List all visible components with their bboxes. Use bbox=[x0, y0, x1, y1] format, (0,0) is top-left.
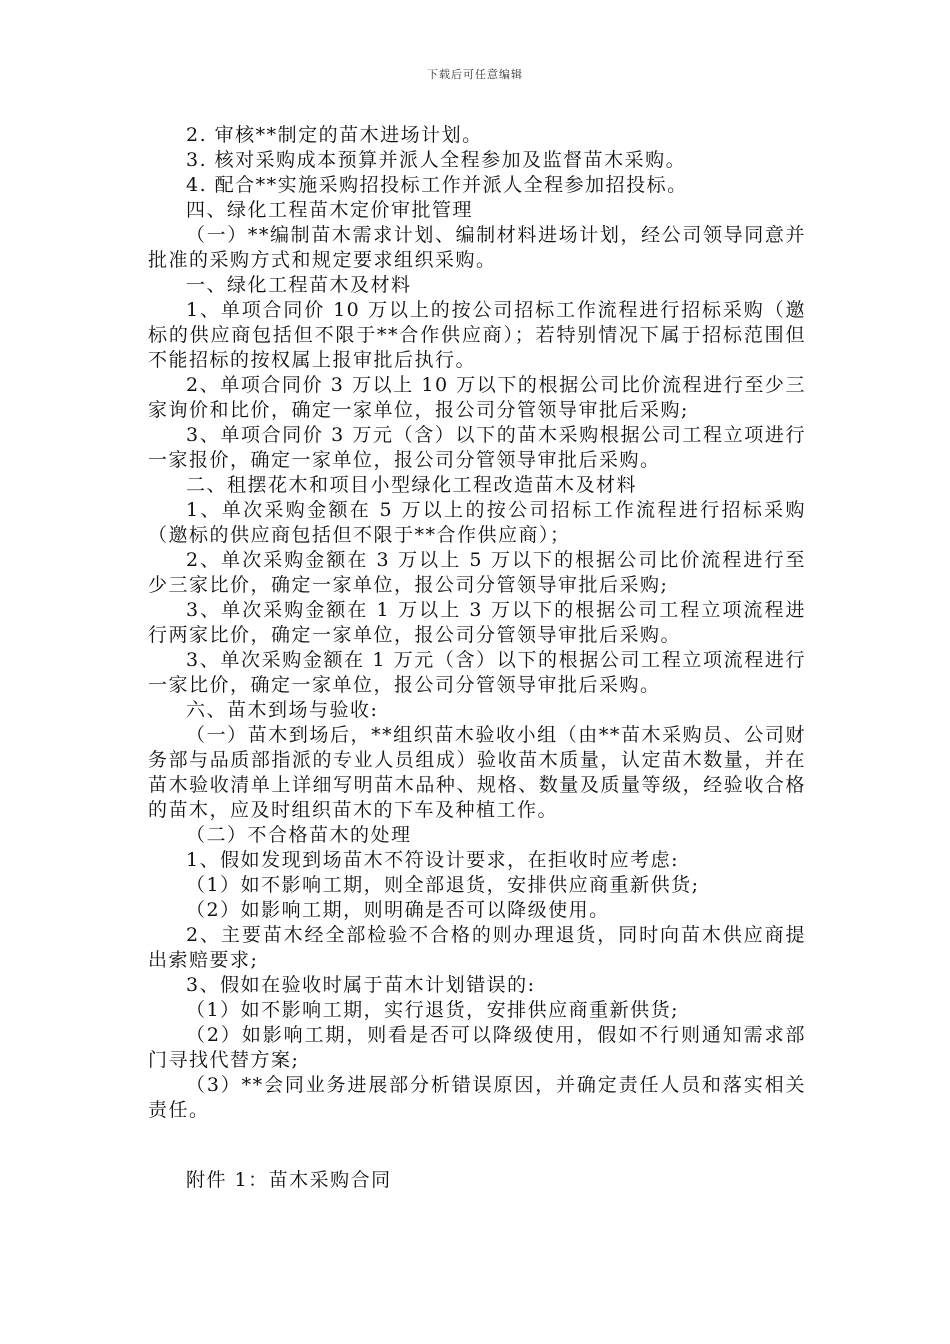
page-header: 下载后可任意编辑 bbox=[427, 68, 523, 81]
paragraph: 3、假如在验收时属于苗木计划错误的: bbox=[186, 974, 536, 996]
paragraph: 1、单次采购金额在 5 万以上的按公司招标工作流程进行招标采购（邀标的供应商包括但不限于**合作供应商）； bbox=[148, 499, 806, 546]
section-heading: 四、绿化工程苗木定价审批管理 bbox=[186, 199, 474, 221]
paragraph: （1）如不影响工期，实行退货，安排供应商重新供货; bbox=[186, 999, 679, 1021]
section-heading: 一、绿化工程苗木及材料 bbox=[186, 274, 412, 296]
paragraph: 1、假如发现到场苗木不符设计要求，在拒收时应考虑: bbox=[186, 849, 679, 871]
document-body bbox=[148, 123, 806, 1123]
section-heading: 六、苗木到场与验收: bbox=[186, 699, 379, 721]
section-heading: （二）不合格苗木的处理 bbox=[186, 824, 412, 846]
section-heading: 二、租摆花木和项目小型绿化工程改造苗木及材料 bbox=[186, 474, 638, 496]
paragraph: 3. 核对采购成本预算并派人全程参加及监督苗木采购。 bbox=[186, 149, 687, 171]
paragraph: （一）**编制苗木需求计划、编制材料进场计划，经公司领导同意并批准的采购方式和规定要求组织采购。 bbox=[148, 224, 806, 271]
paragraph: （一）苗木到场后，**组织苗木验收小组（由**苗木采购员、公司财务部与品质部指派的专业人员组成）验收苗木质量，认定苗木数量，并在苗木验收清单上详细写明苗木品种、规格、数量及质量等级，经验收合格的苗木，应及时组织苗木的下车及种植工作。 bbox=[148, 724, 806, 821]
paragraph: （2）如影响工期，则明确是否可以降级使用。 bbox=[186, 899, 610, 921]
paragraph: 1、单项合同价 10 万以上的按公司招标工作流程进行招标采购（邀标的供应商包括但不限于**合作供应商）；若特别情况下属于招标范围但不能招标的按权属上报审批后执行。 bbox=[148, 299, 806, 371]
attachment-title: 附件 1：苗木采购合同 bbox=[186, 1169, 392, 1191]
paragraph: （2）如影响工期，则看是否可以降级使用，假如不行则通知需求部门寻找代替方案; bbox=[148, 1024, 806, 1071]
paragraph: （3）**会同业务进展部分析错误原因，并确定责任人员和落实相关责任。 bbox=[148, 1074, 806, 1121]
paragraph: （1）如不影响工期，则全部退货，安排供应商重新供货; bbox=[186, 874, 700, 896]
paragraph: 3、单次采购金额在 1 万元（含）以下的根据公司工程立项流程进行一家比价，确定一家单位，报公司分管领导审批后采购。 bbox=[148, 649, 806, 696]
paragraph: 3、单次采购金额在 1 万以上 3 万以下的根据公司工程立项流程进行两家比价，确定一家单位，报公司分管领导审批后采购。 bbox=[148, 599, 806, 646]
paragraph: 2. 审核**制定的苗木进场计划。 bbox=[186, 124, 483, 146]
paragraph: 2、主要苗木经全部检验不合格的则办理退货，同时向苗木供应商提出索赔要求; bbox=[148, 924, 806, 971]
paragraph: 3、单项合同价 3 万元（含）以下的苗木采购根据公司工程立项进行一家报价，确定一家单位，报公司分管领导审批后采购。 bbox=[148, 424, 806, 471]
paragraph: 4. 配合**实施采购招投标工作并派人全程参加招投标。 bbox=[186, 174, 688, 196]
paragraph: 2、单次采购金额在 3 万以上 5 万以下的根据公司比价流程进行至少三家比价，确定一家单位，报公司分管领导审批后采购; bbox=[148, 549, 806, 596]
paragraph: 2、单项合同价 3 万以上 10 万以下的根据公司比价流程进行至少三家询价和比价，确定一家单位，报公司分管领导审批后采购; bbox=[148, 374, 806, 421]
